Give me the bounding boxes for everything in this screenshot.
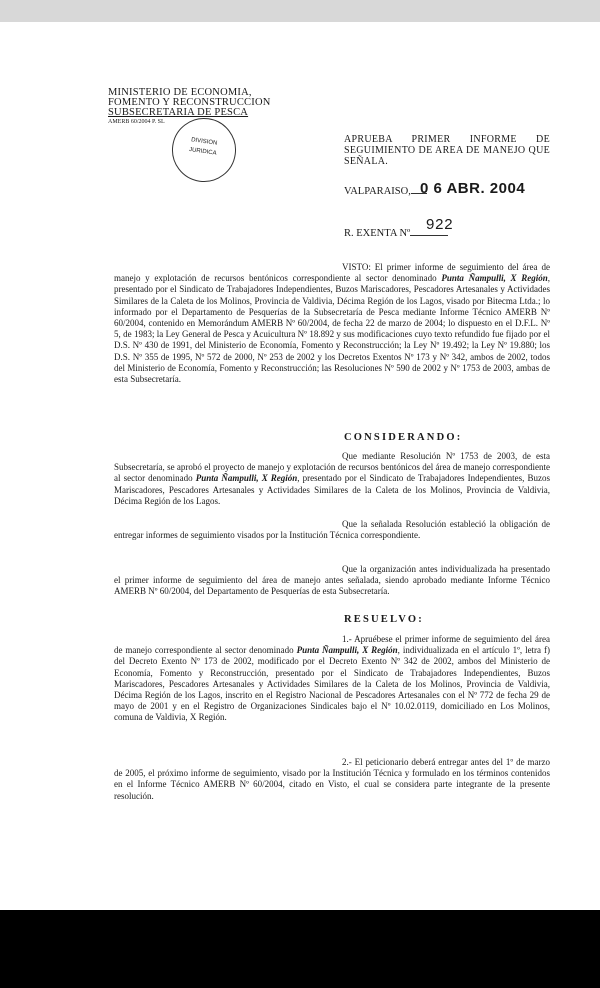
considerando-3-text: Que la organización antes individualizada ha presentado el primer informe de seguimiento del área de manejo antes señalada, siendo aprobado mediante Informe Técnico AMERB Nº 60/2004, del Departamento de Pesquerías de esta Subsecretaría.	[114, 564, 550, 597]
ministry-line-1: MINISTERIO DE ECONOMIA,	[108, 87, 252, 98]
sector-name-emphasis: Punta Ñampulli, X Región	[441, 273, 548, 284]
exenta-label: R. EXENTA Nº	[344, 228, 411, 239]
considerando-2-text: Que la señalada Resolución estableció la obligación de entregar informes de seguimiento visados por la Institución Técnica correspondiente.	[114, 519, 550, 541]
scan-bottom-border	[0, 910, 600, 988]
considerando-heading: CONSIDERANDO:	[344, 432, 463, 443]
reference-code: AMERB 60/2004 P. SL	[108, 119, 165, 125]
resuelvo-1-text: 1.- Apruébese el primer informe de seguimiento del área de manejo correspondiente al sector denominado Punta Ñampulli, X Región, individualizada en el artículo 1º, letra f) del Decreto Exento Nº 173 de 2002, modificado por el Decreto Exento Nº 342 de 2002, ambos del Ministerio de Economía, Fomento y Reconstrucción, presentado por el Sindicato de Trabajadores Independientes, Buzos Mariscadores, Pescadores Artesanales y Actividades Similares de la Caleta de los Molinos, Provincia de Valdivia, Décima Región de los Lagos, inscrito en el Registro Nacional de Pescadores Artesanales con el Nº 772 de fecha 29 de mayo de 2001 y en el Registro de Organizaciones Sindicales bajo el Nº 10.02.0119, domiciliado en Los Molinos, comuna de Valdivia, X Región.	[114, 634, 550, 723]
place-label-wrap	[344, 186, 427, 197]
resolution-summary: APRUEBA PRIMER INFORME DE SEGUIMIENTO DE AREA DE MANEJO QUE SEÑALA.	[344, 134, 550, 167]
ministry-line-2: FOMENTO Y RECONSTRUCCION	[108, 97, 271, 108]
sector-name-emphasis: Punta Ñampulli, X Región	[296, 645, 398, 656]
resuelvo-paragraph-1	[114, 634, 550, 724]
sector-name-emphasis: Punta Ñampulli, X Región	[195, 473, 298, 484]
place-label: VALPARAISO,	[344, 186, 411, 197]
subsecretaria-label: SUBSECRETARIA DE PESCA	[108, 107, 249, 118]
resolution-number: 922	[426, 216, 454, 233]
considerando-1-text: Que mediante Resolución Nº 1753 de 2003, de esta Subsecretaría, se aprobó el proyecto de manejo y explotación de recursos bentónicos del área de manejo correspondiente al sector denominado Punta Ñampulli, X Región, presentado por el Sindicato de Trabajadores Independientes, Buzos Mariscadores, Pescadores Artesanales y Actividades Similares de la Caleta de los Molinos, Provincia de Valdivia, Décima Región de los Lagos.	[114, 451, 550, 506]
visto-paragraph	[114, 262, 550, 385]
resuelvo-paragraph-2	[114, 757, 550, 802]
considerando-paragraph-2	[114, 519, 550, 541]
considerando-paragraph-1	[114, 451, 550, 507]
considerando-paragraph-3	[114, 564, 550, 598]
date-stamp: 0 6 ABR. 2004	[420, 180, 526, 197]
resuelvo-heading: RESUELVO:	[344, 614, 424, 625]
stamp-line-1: DIVISION	[190, 137, 218, 147]
visto-text: VISTO: El primer informe de seguimiento del área de manejo y explotación de recursos bentónicos correspondiente al sector denominado Punta Ñampulli, X Región, presentado por el Sindicato de Trabajadores Independientes, Buzos Mariscadores, Pescadores Artesanales y Actividades Similares de la Caleta de los Molinos, Provincia de Valdivia, Décima Región de los Lagos, visado por Bitecma Ltda.; lo informado por el Departamento de Pesquerías de la Subsecretaría de Pesca mediante Informe Técnico AMERB Nº 60/2004, contenido en Memorándum AMERB Nº 60/2004, de fecha 22 de marzo de 2004; lo dispuesto en el D.F.L. Nº 5, de 1983; la Ley General de Pesca y Acuicultura Nº 18.892 y sus modificaciones cuyo texto refundido fue fijado por el D.S. Nº 430 de 1991, del Ministerio de Economía, Fomento y Reconstrucción; la Ley Nº 19.492; la Ley Nº 19.880; los D.S. Nº 355 de 1995, Nº 572 de 2000, Nº 253 de 2002 y los Decretos Exentos Nº 173 y Nº 342, ambos de 2002, todos del Ministerio de Economía, Fomento y Reconstrucción; las Resoluciones Nº 590 de 2002 y Nº 1753 de 2003, ambas de esta Subsecretaría.	[114, 262, 550, 385]
resuelvo-2-text: 2.- El peticionario deberá entregar antes del 1º de marzo de 2005, el próximo informe de seguimiento, visado por la Institución Técnica y formulado en los términos contenidos en el Informe Técnico AMERB Nº 60/2004, citado en Visto, el cual se considera parte integrante de la presente resolución.	[114, 757, 550, 801]
page-top-edge	[0, 0, 600, 22]
stamp-line-2: JURIDICA	[188, 146, 217, 157]
